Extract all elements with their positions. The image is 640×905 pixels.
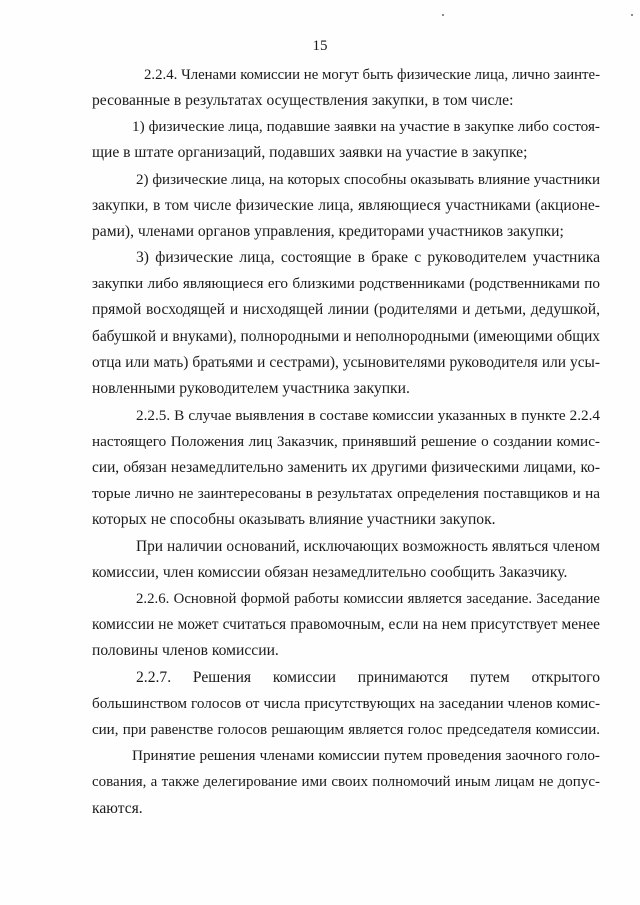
scan-speck [631, 14, 633, 16]
text-line: 2.2.6. Основной формой работы комиссии является заседание. Заседание [136, 591, 600, 607]
text-line: прямой восходящей и нисходящей линии (родителями и детьми, дедушкой, [92, 301, 600, 318]
text-line: 2.2.4. Членами комиссии не могут быть физические лица, лично заинте- [144, 67, 600, 83]
text-line: бабушкой и внуками), полнородными и неполнородными (имеющими общих [92, 328, 600, 345]
text-line: 2) физические лица, на которых способны оказывать влияние участники [136, 172, 600, 188]
text-line: настоящего Положения лиц Заказчик, принявший решение о создании комис- [92, 433, 600, 450]
text-line: половины членов комиссии. [92, 642, 279, 659]
text-line: каются. [92, 800, 143, 817]
text-line: 3) физические лица, состоящие в браке с руководителем участника [136, 249, 600, 266]
text-line: закупки, в том числе физические лица, являющиеся участниками (акционе- [92, 197, 600, 214]
text-line: торые лично не заинтересованы в результатах определения поставщиков и на [92, 485, 600, 502]
text-line: Принятие решения членами комиссии путем проведения заочного голо- [132, 747, 600, 764]
text-line: 2.2.7. Решения комиссии принимаются путем открытого [136, 669, 600, 686]
page-number: 15 [312, 38, 328, 54]
text-line: сования, а также делегирование ими своих полномочий иным лицам не допус- [92, 774, 600, 790]
text-line: новленными руководителем участника закупки. [92, 380, 410, 397]
text-line: 1) физические лица, подавшие заявки на участие в закупке либо состоя- [132, 118, 600, 135]
text-line: сии, обязан незамедлительно заменить их другими физическими лицами, ко- [92, 459, 600, 476]
text-line: сии, при равенстве голосов решающим является голос председателя комиссии. [92, 722, 600, 738]
text-line: комиссии не может считаться правомочным, если на нем присутствует менее [92, 616, 600, 633]
text-line: щие в штате организаций, подавших заявки на участие в закупке; [92, 144, 528, 161]
text-line: рами), членами органов управления, кредиторами участников закупки; [92, 223, 564, 240]
text-line: большинством голосов от числа присутствующих на заседании членов комис- [92, 695, 600, 712]
text-line: отца или мать) братьями и сестрами), усыновителями руководителя или усы- [92, 354, 600, 371]
text-line: ресованные в результатах осуществления закупки, в том числе: [92, 92, 514, 109]
text-line: которых не способны оказывать влияние участники закупок. [92, 511, 496, 528]
text-line: 2.2.5. В случае выявления в составе комиссии указанных в пункте 2.2.4 [136, 407, 600, 424]
text-line: закупки либо являющиеся его близкими родственниками (родственниками по [92, 275, 600, 292]
text-line: комиссии, член комиссии обязан незамедлительно сообщить Заказчику. [92, 564, 568, 581]
scan-speck [442, 14, 444, 16]
text-line: При наличии оснований, исключающих возможность являться членом [136, 538, 600, 555]
